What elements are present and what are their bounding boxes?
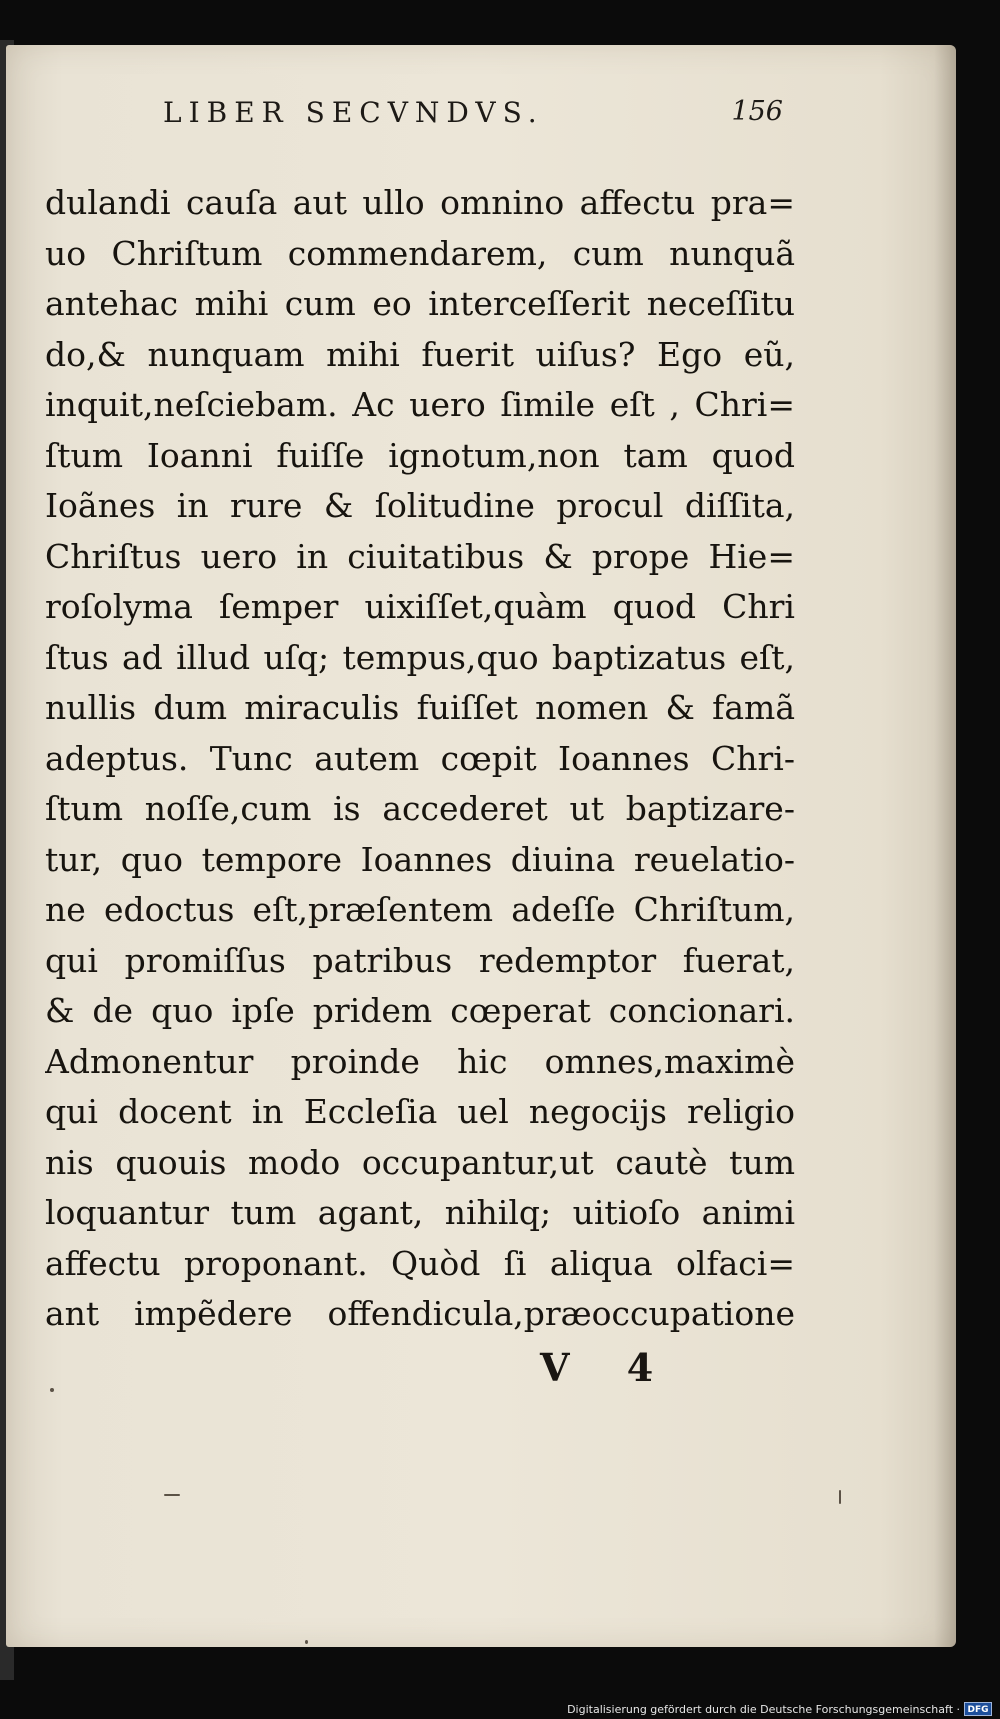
text-line: ant impẽdere offendicula,præoccupatione [45,1294,795,1333]
text-line: Chriſtus uero in ciuitatibus & prope Hie= [45,536,795,576]
text-line: ne edoctus eſt,præſentem adeſſe Chriſtum, [45,890,795,929]
digitization-credit: Digitalisierung gefördert durch die Deutsche Forschungsgemeinschaft · [567,1703,960,1716]
text-line: qui docent in Eccleſia uel negocijs religio [45,1092,795,1131]
text-line: ſtus ad illud uſq; tempus,quo baptizatus eſt, [45,637,795,677]
text-line: antehac mihi cum eo interceſſerit neceſſitu [45,284,795,323]
paper-speck [50,1388,54,1392]
text-line: ſtum noſſe,cum is accederet ut baptizare- [45,789,795,828]
text-line: roſolyma ſemper uixiſſet,quàm quod Chri [45,587,795,626]
text-line: loquantur tum agant, nihilq; uitioſo animi [45,1193,795,1232]
page-gutter-shadow [934,45,956,1647]
running-head-title: LIBER SECVNDVS. [163,96,544,129]
text-line: & de quo ipſe pridem cœperat concionari. [45,991,795,1030]
text-line: ſtum Ioanni fuiſſe ignotum,non tam quod [45,435,795,475]
text-line: Admonentur proinde hic omnes,maximè [45,1041,795,1081]
dfg-logo-icon: DFG [964,1702,992,1716]
footer-bar [0,1697,1000,1719]
running-head [163,92,783,142]
paper-speck [164,1494,180,1496]
text-line: adeptus. Tunc autem cœpit Ioannes Chri- [45,738,795,778]
text-line: dulandi cauſa aut ullo omnino affectu pra= [45,183,795,222]
text-line: nis quouis modo occupantur,ut cautè tum [45,1142,795,1182]
text-line: nullis dum miraculis fuiſſet nomen & famã [45,688,795,727]
text-line: do,& nunquam mihi fuerit uiſus? Ego eũ, [45,334,795,374]
folio-number: 156 [731,96,783,127]
text-line: uo Chriſtum commendarem, cum nunquã [45,233,795,273]
text-line: tur, quo tempore Ioannes diuina reuelatio- [45,839,795,879]
body-text [45,178,795,1340]
text-line: Ioãnes in rure & ſolitudine procul diſſita, [45,486,795,525]
paper-speck [305,1640,308,1644]
text-line: qui promiſſus patribus redemptor fuerat, [45,940,795,980]
text-line: inquit,neſciebam. Ac uero ſimile eſt , Chri= [45,385,795,424]
paper-speck [839,1490,841,1504]
signature-mark: V 4 [540,1345,676,1390]
text-line: affectu proponant. Quòd ſi aliqua olfaci= [45,1243,795,1283]
